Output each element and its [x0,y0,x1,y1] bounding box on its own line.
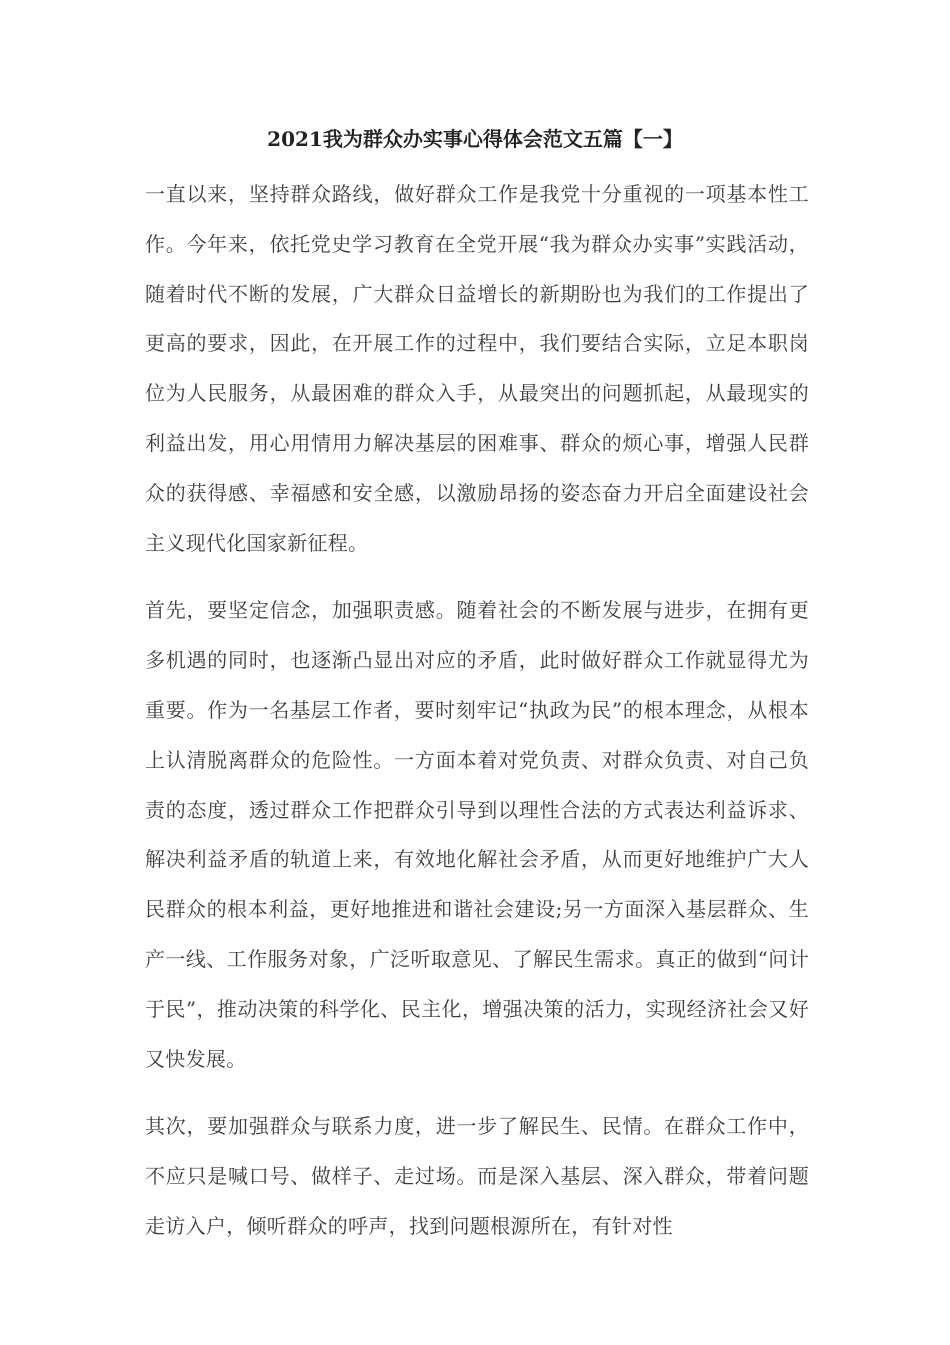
paragraph-2: 首先，要坚定信念，加强职责感。随着社会的不断发展与进步，在拥有更多机遇的同时，也逐渐凸显出对应的矛盾，此时做好群众工作就显得尤为重要。作为一名基层工作者，要时刻牢记“执政为民”的根本理念，从根本上认清脱离群众的危险性。一方面本着对党负责、对群众负责、对自己负责的态度，透过群众工作把群众引导到以理性合法的方式表达利益诉求、解决利益矛盾的轨道上来，有效地化解社会矛盾，从而更好地维护广大人民群众的根本利益，更好地推进和谐社会建设;另一方面深入基层群众、生产一线、工作服务对象，广泛听取意见、了解民生需求。真正的做到“问计于民”，推动决策的科学化、民主化，增强决策的活力，实现经济社会又好又快发展。 [145,598,809,1071]
document-body [145,170,809,1270]
paragraph-1: 一直以来，坚持群众路线，做好群众工作是我党十分重视的一项基本性工作。今年来，依托党史学习教育在全党开展“我为群众办实事”实践活动，随着时代不断的发展，广大群众日益增长的新期盼也为我们的工作提出了更高的要求，因此，在开展工作的过程中，我们要结合实际，立足本职岗位为人民服务，从最困难的群众入手，从最突出的问题抓起，从最现实的利益出发，用心用情用力解决基层的困难事、群众的烦心事，增强人民群众的获得感、幸福感和安全感，以激励昂扬的姿态奋力开启全面建设社会主义现代化国家新征程。 [145,182,809,555]
paragraph-3: 其次，要加强群众与联系力度，进一步了解民生、民情。在群众工作中，不应只是喊口号、做样子、走过场。而是深入基层、深入群众，带着问题走访入户，倾听群众的呼声，找到问题根源所在，有针对性 [145,1114,809,1238]
document-title: 2021我为群众办实事心得体会范文五篇【一】 [267,127,683,151]
